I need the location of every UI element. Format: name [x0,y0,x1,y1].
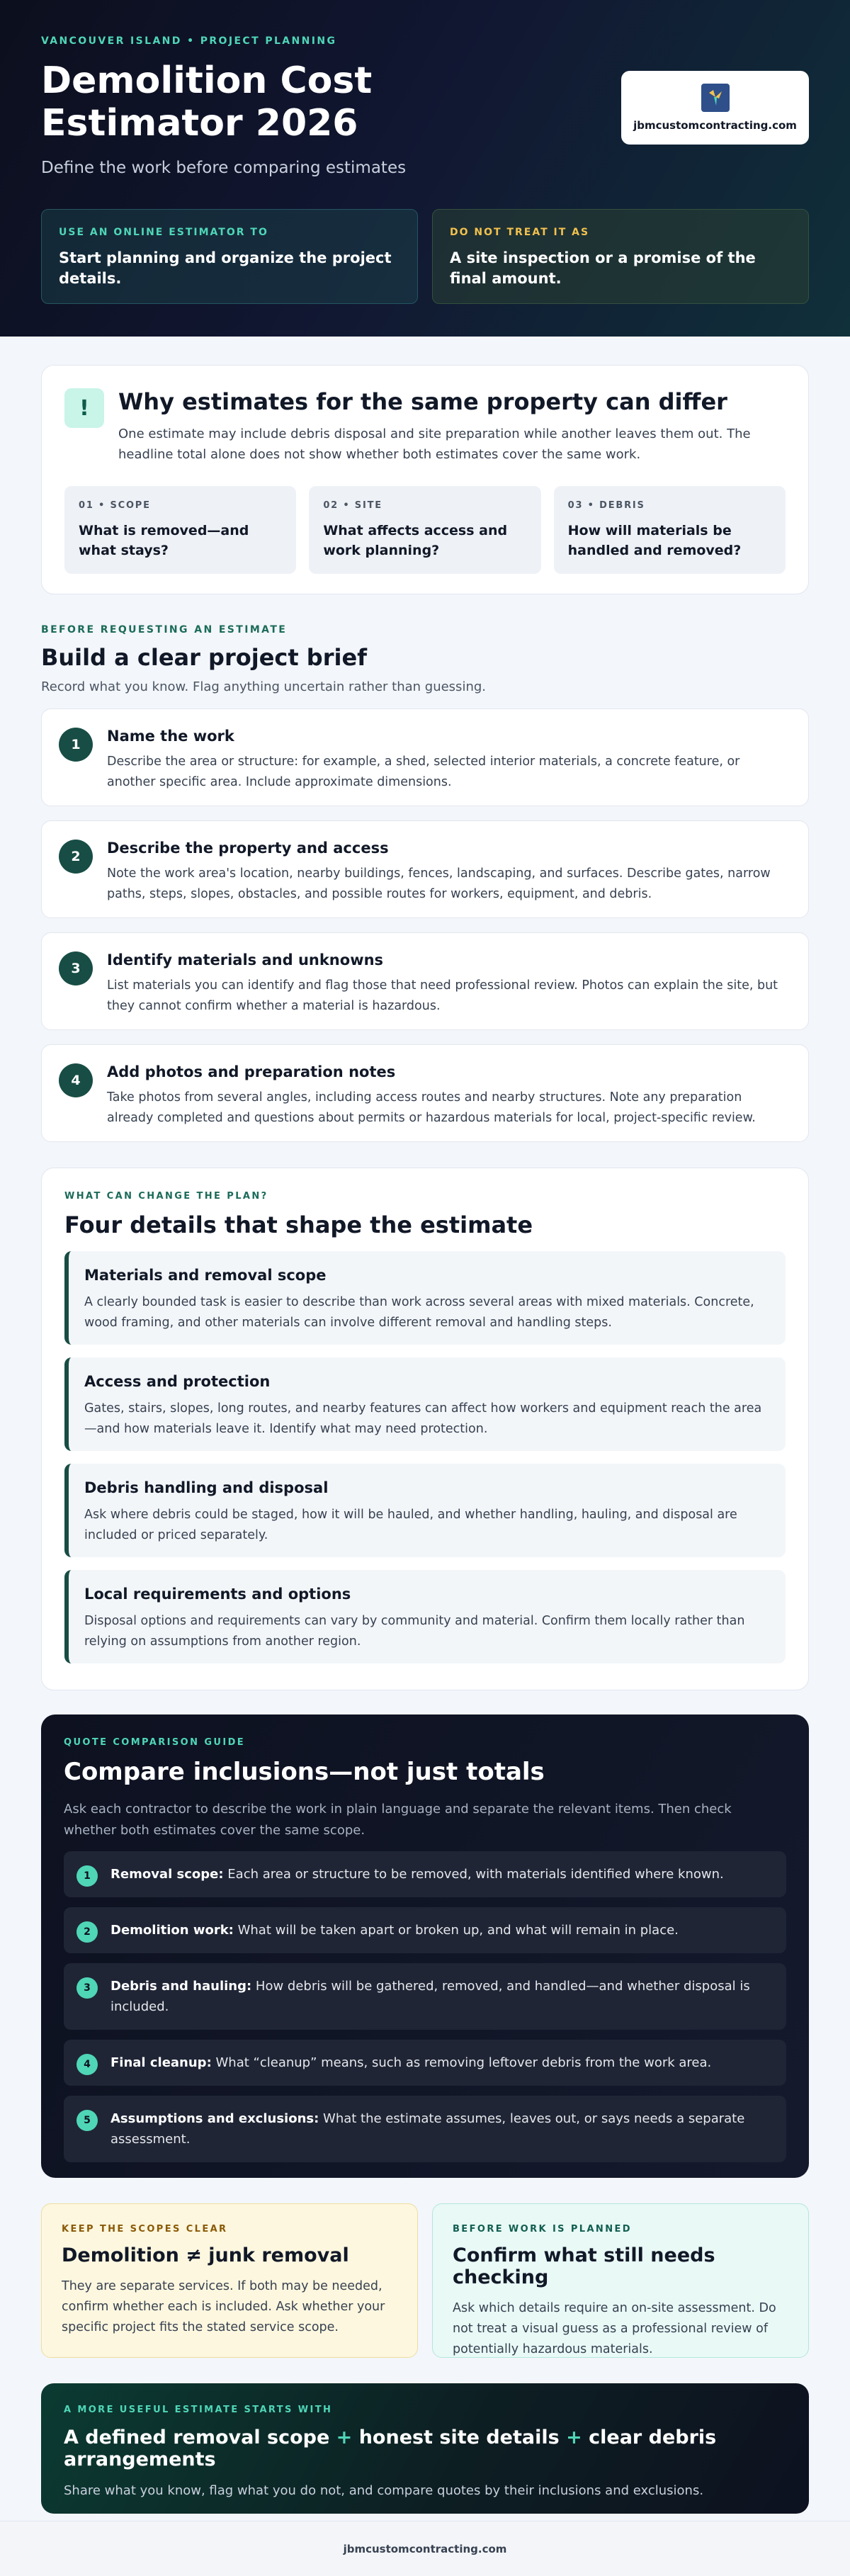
hero-card-avoid [432,209,809,304]
quote-item-text: What the estimate assumes, leaves out, or says needs a separate assessment. [110,2111,745,2147]
hummingbird-logo-icon [701,84,730,112]
quote-item [64,2040,786,2086]
cta-text: Share what you know, flag what you do not, and compare quotes by their inclusions and exclusions. [64,2483,704,2498]
scopes-text: They are separate services. If both may be needed, confirm whether each is included. Ask whether your specific project fits the stated service scope. [62,2279,385,2334]
project-brief-section [41,624,809,1142]
four-eyebrow: WHAT CAN CHANGE THE PLAN? [64,1191,268,1202]
why-col-title: What affects access and work planning? [323,523,508,558]
quote-item-number: 5 [76,2110,98,2131]
quote-item [64,1851,786,1897]
step-title: Describe the property and access [107,840,389,857]
quote-item-number: 3 [76,1977,98,1999]
scopes-eyebrow: KEEP THE SCOPES CLEAR [62,2224,228,2235]
hero-header [0,0,850,337]
scopes-title: Demolition ≠ junk removal [62,2244,349,2266]
why-columns [64,486,786,574]
cta-part-site: honest site details [358,2427,560,2448]
quote-item-label: Demolition work: [110,1923,234,1938]
brief-subtitle: Record what you know. Flag anything uncertain rather than guessing. [41,679,486,694]
why-estimates-differ-card [41,365,809,594]
page-title: Demolition Cost Estimator 2026 [41,60,373,145]
detail-text: Gates, stairs, slopes, long routes, and nearby features can affect how workers and equipment reach the area—and how materials leave it. Identify what may need protection. [84,1401,762,1436]
cta-part-scope: A defined removal scope [64,2427,330,2448]
step-text: List materials you can identify and flag those that need professional review. Photos can explain the site, but they cannot confirm whether a material is hazardous. [107,978,778,1013]
quote-item [64,2096,786,2162]
main-content [0,365,850,2514]
scopes-card [41,2203,418,2358]
why-col-title: How will materials be handled and removed? [567,523,742,558]
brief-title: Build a clear project brief [41,644,368,671]
step-number-badge: 4 [59,1063,93,1097]
quote-item-text: What will be taken apart or broken up, and what will remain in place. [233,1923,679,1938]
quote-item-text: What “cleanup” means, such as removing leftover debris from the work area. [211,2055,712,2070]
why-col-number: 01 • SCOPE [79,500,151,511]
why-title: Why estimates for the same property can differ [118,388,727,415]
quote-item-number: 1 [76,1865,98,1887]
why-col-site [309,486,540,574]
footer [0,2521,850,2576]
four-details-card [41,1168,809,1690]
checking-eyebrow: BEFORE WORK IS PLANNED [453,2224,632,2235]
brief-step [41,708,809,806]
quote-item-text: How debris will be gathered, removed, and handled—and whether disposal is included. [110,1979,750,2014]
quote-comparison-card [41,1714,809,2178]
why-col-title: What is removed—and what stays? [79,523,249,558]
checking-text: Ask which details require an on-site assessment. Do not treat a visual guess as a professional review of potentially hazardous materials. [453,2301,776,2356]
detail-item [64,1464,786,1557]
quote-item-label: Removal scope: [110,1867,224,1882]
step-number-badge: 3 [59,951,93,985]
quote-item-number: 4 [76,2054,98,2075]
step-text: Take photos from several angles, including access routes and nearby structures. Note any preparation already completed and questions about permits or hazardous materials for local, project-specific review. [107,1090,756,1125]
hero-card-value: A site inspection or a promise of the final amount. [450,249,756,287]
quote-eyebrow: QUOTE COMPARISON GUIDE [64,1737,246,1748]
detail-item [64,1570,786,1663]
detail-item [64,1357,786,1451]
quote-item-label: Assumptions and exclusions: [110,2111,319,2126]
step-text: Note the work area's location, nearby buildings, fences, landscaping, and surfaces. Describe gates, narrow paths, steps, slopes, obstacles, and possible routes for workers, equipment, and debris. [107,866,771,901]
detail-title: Materials and removal scope [84,1267,327,1284]
step-title: Name the work [107,728,234,745]
hero-card-label: USE AN ONLINE ESTIMATOR TO [59,227,268,238]
cta-part-debris: clear debris arrangements [64,2427,717,2470]
detail-text: A clearly bounded task is easier to describe than work across several areas with mixed materials. Concrete, wood framing, and other materials can involve different removal and handling steps. [84,1295,754,1330]
quote-item [64,1907,786,1953]
why-text: One estimate may include debris disposal and site preparation while another leaves them out. The headline total alone does not show whether both estimates cover the same work. [118,426,751,462]
brief-step [41,1044,809,1142]
detail-item [64,1251,786,1345]
hero-cards [41,209,809,304]
quote-title: Compare inclusions—not just totals [64,1758,545,1786]
quote-item [64,1963,786,2030]
detail-text: Ask where debris could be staged, how it will be hauled, and whether handling, hauling, and disposal are included or priced separately. [84,1508,737,1542]
logo-text: jbmcustomcontracting.com [633,119,797,132]
quote-subtitle: Ask each contractor to describe the work in plain language and separate the relevant items. Then check whether both estimates cover the same scope. [64,1802,732,1838]
hero-card-label: DO NOT TREAT IT AS [450,227,590,238]
quote-item-number: 2 [76,1921,98,1943]
hero-card-use [41,209,418,304]
estimate-summary-banner [41,2383,809,2514]
why-col-number: 02 • SITE [323,500,382,511]
hero-card-value: Start planning and organize the project details. [59,249,392,287]
four-title: Four details that shape the estimate [64,1211,533,1238]
detail-text: Disposal options and requirements can vary by community and material. Confirm them locally rather than relying on assumptions from another region. [84,1614,745,1649]
plus-icon: + [559,2427,589,2448]
quote-item-label: Debris and hauling: [110,1979,252,1994]
cta-eyebrow: A MORE USEFUL ESTIMATE STARTS WITH [64,2405,333,2415]
quote-item-label: Final cleanup: [110,2055,212,2070]
checking-title: Confirm what still needs checking [453,2244,715,2288]
step-number-badge: 2 [59,840,93,874]
two-column-notes [41,2203,809,2358]
brief-eyebrow: BEFORE REQUESTING AN ESTIMATE [41,624,288,635]
step-text: Describe the area or structure: for example, a shed, selected interior materials, a concrete feature, or another specific area. Include approximate dimensions. [107,755,740,789]
step-number-badge: 1 [59,728,93,762]
detail-title: Debris handling and disposal [84,1479,329,1496]
detail-title: Access and protection [84,1373,271,1390]
hero-eyebrow: VANCOUVER ISLAND • PROJECT PLANNING [41,35,337,47]
plus-icon: + [329,2427,359,2448]
cta-title [64,2427,786,2470]
detail-title: Local requirements and options [84,1586,351,1603]
checking-card [432,2203,809,2358]
company-logo-link[interactable] [621,71,809,145]
exclamation-icon: ! [64,388,104,428]
why-col-scope [64,486,296,574]
why-col-number: 03 • DEBRIS [567,500,645,511]
brief-step [41,820,809,918]
step-title: Identify materials and unknowns [107,951,384,968]
footer-website-link[interactable]: jbmcustomcontracting.com [343,2542,507,2555]
hero-subtitle: Define the work before comparing estimates [41,159,407,177]
step-title: Add photos and preparation notes [107,1063,396,1080]
brief-step [41,932,809,1030]
quote-item-text: Each area or structure to be removed, with materials identified where known. [223,1867,724,1882]
why-col-debris [554,486,786,574]
